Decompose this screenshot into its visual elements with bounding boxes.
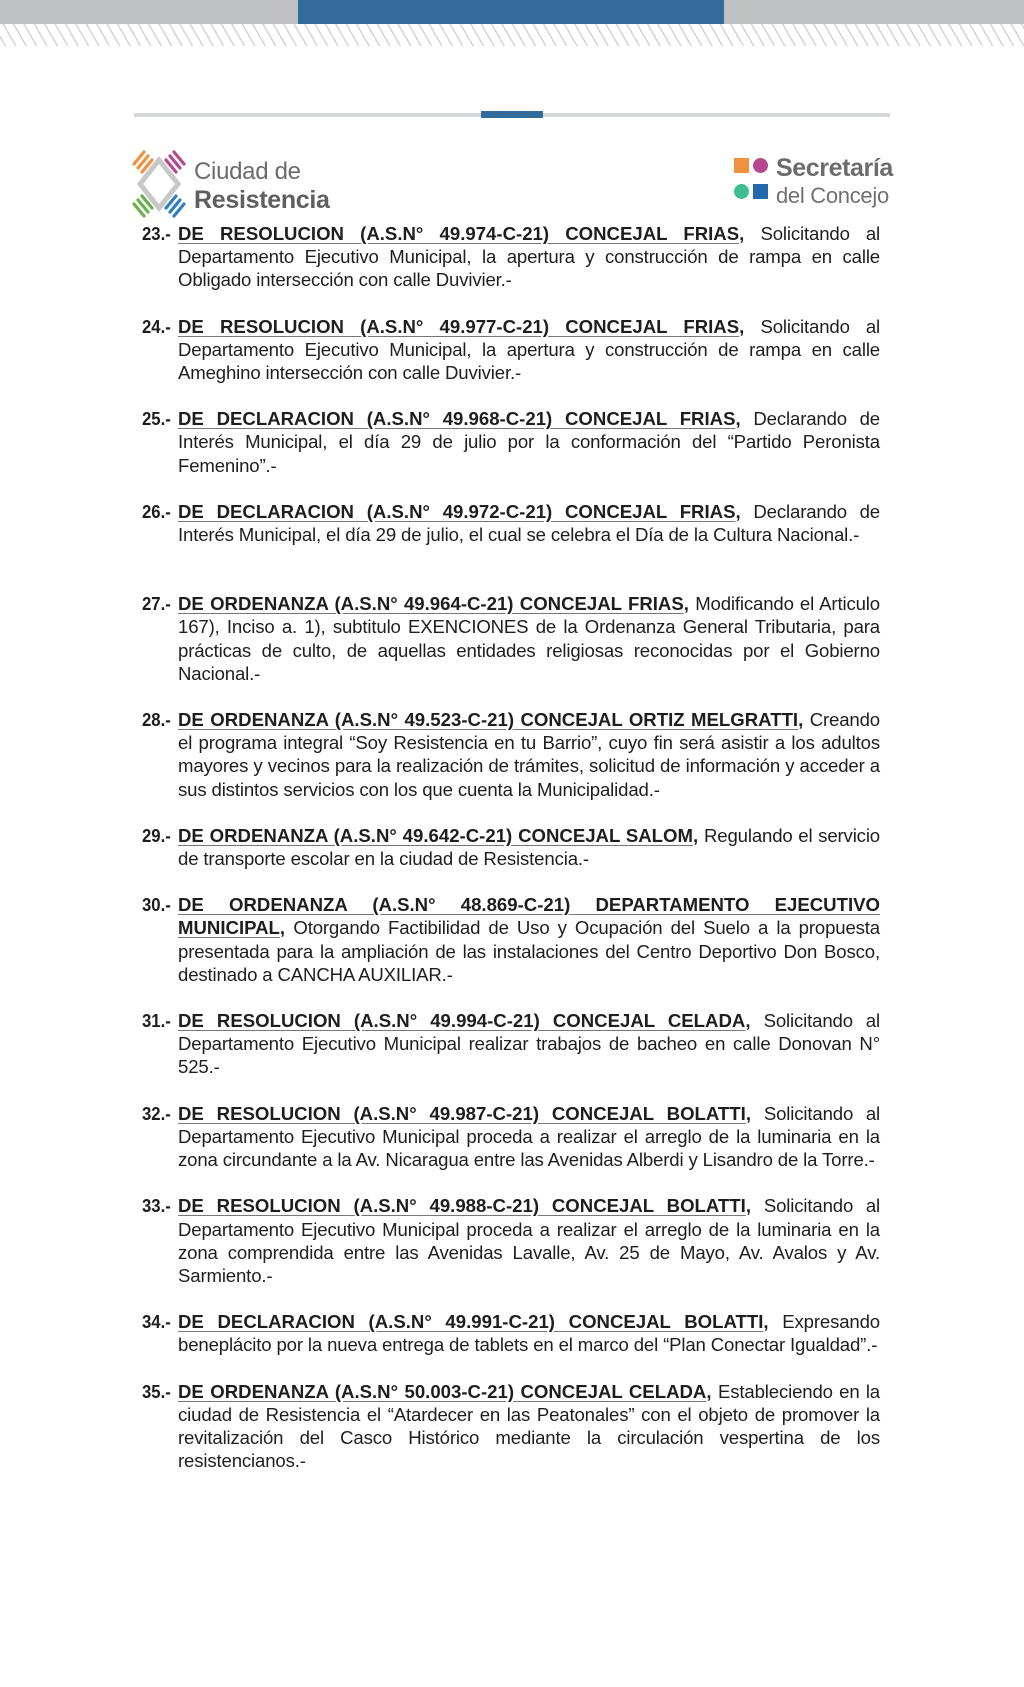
agenda-item bbox=[142, 315, 880, 385]
agenda-item bbox=[142, 708, 880, 801]
ciudad-de-resistencia-logo-icon bbox=[132, 150, 186, 218]
item-number: 24.- bbox=[142, 315, 171, 337]
logo-right-line2: del Concejo bbox=[776, 183, 889, 208]
item-heading: DE ORDENANZA (A.S.N° 48.869-C-21) DEPARTAMENTO EJECUTIVO MUNICIPAL bbox=[178, 894, 880, 939]
item-heading: DE RESOLUCION (A.S.N° 49.977-C-21) CONCEJAL FRIAS bbox=[178, 315, 740, 337]
agenda-item bbox=[142, 407, 880, 477]
logo-left-line2: Resistencia bbox=[194, 186, 330, 214]
item-number: 30.- bbox=[142, 894, 171, 916]
item-text: Otorgando Factibilidad de Uso y Ocupación del Suelo a la propuesta presentada para la ampliación de las instalaciones del Centro Deportivo Don Bosco, destinado a CANCHA AUXILIAR.- bbox=[178, 917, 880, 985]
item-content: DE ORDENANZA (A.S.N° 49.642-C-21) CONCEJAL SALOM, Regulando el servicio de transporte escolar en la ciudad de Resistencia.- bbox=[178, 824, 880, 870]
agenda-item bbox=[142, 1194, 880, 1287]
item-heading: DE DECLARACION (A.S.N° 49.968-C-21) CONCEJAL FRIAS bbox=[178, 408, 736, 430]
agenda-item bbox=[142, 1380, 880, 1473]
item-content: DE RESOLUCION (A.S.N° 49.977-C-21) CONCEJAL FRIAS, Solicitando al Departamento Ejecutivo Municipal, la apertura y construcción de rampa en calle Ameghino intersección con calle Duvivier.- bbox=[178, 315, 880, 384]
header-band-accent bbox=[298, 0, 724, 24]
logo-left-line1: Ciudad de bbox=[194, 158, 301, 185]
item-heading: DE ORDENANZA (A.S.N° 50.003-C-21) CONCEJAL CELADA bbox=[178, 1380, 707, 1402]
item-content: DE RESOLUCION (A.S.N° 49.988-C-21) CONCEJAL BOLATTI, Solicitando al Departamento Ejecutivo Municipal proceda a realizar el arreglo de la luminaria en la zona comprendida entre las Avenidas Lavalle, Av. 25 de Mayo, Av. Avalos y Av. Sarmiento.- bbox=[178, 1195, 880, 1286]
item-number: 35.- bbox=[142, 1380, 171, 1402]
agenda-item bbox=[142, 1102, 880, 1172]
item-content: DE RESOLUCION (A.S.N° 49.994-C-21) CONCEJAL CELADA, Solicitando al Departamento Ejecutivo Municipal realizar trabajos de bacheo en calle Donovan N° 525.- bbox=[178, 1010, 880, 1078]
item-text: Creando el programa integral “Soy Resistencia en tu Barrio”, cuyo fin será asistir a los adultos mayores y vecinos para la realización de trámites, solicitud de información y acceder a sus distintos servicios con los que cuenta la Municipalidad.- bbox=[178, 709, 880, 800]
item-heading: DE DECLARACION (A.S.N° 49.972-C-21) CONCEJAL FRIAS bbox=[178, 500, 736, 522]
item-text: Declarando de Interés Municipal, el día 29 de julio por la conformación del “Partido Peronista Femenino”.- bbox=[178, 408, 880, 476]
item-content: DE RESOLUCION (A.S.N° 49.987-C-21) CONCEJAL BOLATTI, Solicitando al Departamento Ejecutivo Municipal proceda a realizar el arreglo de la luminaria en la zona circundante a la Av. Nicaragua entre las Avenidas Alberdi y Lisandro de la Torre.- bbox=[178, 1102, 880, 1171]
item-content: DE RESOLUCION (A.S.N° 49.974-C-21) CONCEJAL FRIAS, Solicitando al Departamento Ejecutivo Municipal, la apertura y construcción de rampa en calle Obligado intersección con calle Duvivier.- bbox=[178, 223, 880, 291]
item-content: DE ORDENANZA (A.S.N° 50.003-C-21) CONCEJAL CELADA, Estableciendo en la ciudad de Resistencia el “Atardecer en las Peatonales” con el objeto de promover la revitalización del Casco Histórico mediante la circulación vespertina de los resistencianos.- bbox=[178, 1380, 880, 1472]
header-divider-accent bbox=[481, 111, 543, 118]
item-content: DE ORDENANZA (A.S.N° 49.964-C-21) CONCEJAL FRIAS, Modificando el Articulo 167), Inciso a. 1), subtitulo EXENCIONES de la Ordenanza General Tributaria, para prácticas de culto, de aquellas entidades religiosas reconocidas por el Gobierno Nacional.- bbox=[178, 593, 880, 684]
item-heading: DE ORDENANZA (A.S.N° 49.523-C-21) CONCEJAL ORTIZ MELGRATTI bbox=[178, 709, 799, 731]
item-heading: DE RESOLUCION (A.S.N° 49.988-C-21) CONCEJAL BOLATTI bbox=[178, 1195, 746, 1217]
agenda-item bbox=[142, 222, 880, 292]
logo-right-line1: Secretaría bbox=[776, 154, 893, 182]
item-heading: DE RESOLUCION (A.S.N° 49.974-C-21) CONCEJAL FRIAS bbox=[178, 223, 740, 244]
item-text: Solicitando al Departamento Ejecutivo Municipal proceda a realizar el arreglo de la luminaria en la zona circundante a la Av. Nicaragua entre las Avenidas Alberdi y Lisandro de la Torre.- bbox=[178, 1102, 880, 1171]
item-number: 28.- bbox=[142, 709, 171, 731]
item-number: 33.- bbox=[142, 1195, 171, 1217]
agenda-item bbox=[142, 1009, 880, 1079]
item-content: DE ORDENANZA (A.S.N° 48.869-C-21) DEPARTAMENTO EJECUTIVO MUNICIPAL, Otorgando Factibilidad de Uso y Ocupación del Suelo a la propuesta presentada para la ampliación de las instalaciones del Centro Deportivo Don Bosco, destinado a CANCHA AUXILIAR.- bbox=[178, 894, 880, 985]
agenda-item bbox=[142, 592, 880, 685]
item-heading: DE RESOLUCION (A.S.N° 49.994-C-21) CONCEJAL CELADA bbox=[178, 1010, 746, 1032]
item-text: Declarando de Interés Municipal, el día 29 de julio, el cual se celebra el Día de la Cultura Nacional.- bbox=[178, 500, 880, 546]
item-text: Solicitando al Departamento Ejecutivo Municipal proceda a realizar el arreglo de la luminaria en la zona comprendida entre las Avenidas Lavalle, Av. 25 de Mayo, Av. Avalos y Av. Sarmiento.- bbox=[178, 1195, 880, 1286]
item-text: Solicitando al Departamento Ejecutivo Municipal, la apertura y construcción de rampa en calle Ameghino intersección con calle Duvivier.- bbox=[178, 315, 880, 384]
item-number: 25.- bbox=[142, 408, 171, 430]
logo-ciudad-de-resistencia bbox=[132, 150, 330, 222]
item-number: 31.- bbox=[142, 1010, 171, 1032]
item-text: Regulando el servicio de transporte escolar en la ciudad de Resistencia.- bbox=[178, 824, 880, 870]
logo-secretaria-del-concejo bbox=[732, 154, 912, 214]
item-number: 23.- bbox=[142, 223, 171, 244]
agenda-list bbox=[142, 222, 880, 1495]
item-text: Solicitando al Departamento Ejecutivo Municipal, la apertura y construcción de rampa en calle Obligado intersección con calle Duvivier.- bbox=[178, 223, 880, 291]
item-content: DE DECLARACION (A.S.N° 49.991-C-21) CONCEJAL BOLATTI, Expresando beneplácito por la nueva entrega de tablets en el marco del “Plan Conectar Igualdad”.- bbox=[178, 1311, 880, 1356]
item-content: DE ORDENANZA (A.S.N° 49.523-C-21) CONCEJAL ORTIZ MELGRATTI, Creando el programa integral “Soy Resistencia en tu Barrio”, cuyo fin será asistir a los adultos mayores y vecinos para la realización de trámites, solicitud de información y acceder a sus distintos servicios con los que cuenta la Municipalidad.- bbox=[178, 709, 880, 800]
item-content: DE DECLARACION (A.S.N° 49.968-C-21) CONCEJAL FRIAS, Declarando de Interés Municipal, el día 29 de julio por la conformación del “Partido Peronista Femenino”.- bbox=[178, 408, 880, 476]
agenda-item bbox=[142, 824, 880, 870]
agenda-item bbox=[142, 500, 880, 546]
agenda-item bbox=[142, 893, 880, 986]
item-heading: DE ORDENANZA (A.S.N° 49.964-C-21) CONCEJAL FRIAS bbox=[178, 593, 684, 615]
item-number: 27.- bbox=[142, 593, 171, 615]
item-content: DE DECLARACION (A.S.N° 49.972-C-21) CONCEJAL FRIAS, Declarando de Interés Municipal, el día 29 de julio, el cual se celebra el Día de la Cultura Nacional.- bbox=[178, 500, 880, 546]
item-number: 34.- bbox=[142, 1311, 171, 1333]
item-text: Estableciendo en la ciudad de Resistencia el “Atardecer en las Peatonales” con el objeto de promover la revitalización del Casco Histórico mediante la circulación vespertina de los resistencianos.- bbox=[178, 1380, 880, 1472]
item-heading: DE DECLARACION (A.S.N° 49.991-C-21) CONCEJAL BOLATTI bbox=[178, 1311, 764, 1333]
item-number: 29.- bbox=[142, 824, 171, 846]
item-text: Expresando beneplácito por la nueva entrega de tablets en el marco del “Plan Conectar Igualdad”.- bbox=[178, 1311, 880, 1356]
item-number: 26.- bbox=[142, 500, 171, 522]
header-hatch-pattern bbox=[0, 24, 1024, 46]
item-heading: DE RESOLUCION (A.S.N° 49.987-C-21) CONCEJAL BOLATTI bbox=[178, 1102, 746, 1124]
agenda-item bbox=[142, 1310, 880, 1356]
item-heading: DE ORDENANZA (A.S.N° 49.642-C-21) CONCEJAL SALOM bbox=[178, 824, 693, 846]
item-text: Modificando el Articulo 167), Inciso a. 1), subtitulo EXENCIONES de la Ordenanza General Tributaria, para prácticas de culto, de aquellas entidades religiosas reconocidas por el Gobierno Nacional.- bbox=[178, 593, 880, 684]
item-text: Solicitando al Departamento Ejecutivo Municipal realizar trabajos de bacheo en calle Donovan N° 525.- bbox=[178, 1010, 880, 1078]
item-number: 32.- bbox=[142, 1102, 171, 1124]
